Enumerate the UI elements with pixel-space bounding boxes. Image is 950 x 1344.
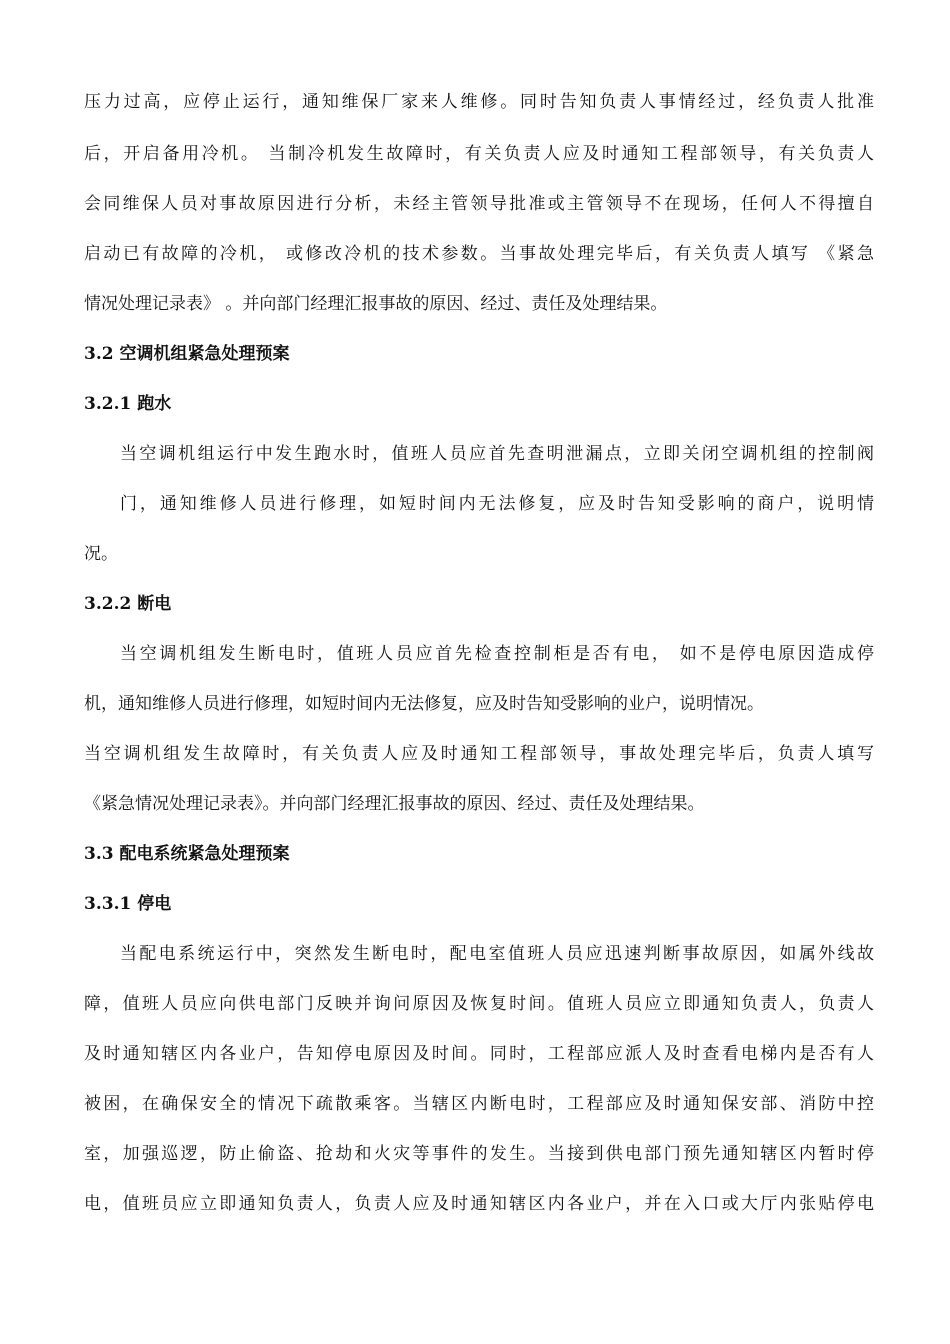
paragraph-line: 况。 <box>84 544 118 564</box>
paragraph-line: 被困，在确保安全的情况下疏散乘客。当辖区内断电时，工程部应及时通知保安部、消防中控 <box>84 1094 874 1114</box>
paragraph-line: 室，加强巡逻，防止偷盗、抢劫和火灾等事件的发生。当接到供电部门预先通知辖区内暂时停 <box>84 1144 874 1164</box>
paragraph-line: 当空调机组发生断电时，值班人员应首先检查控制柜是否有电， 如不是停电原因造成停 <box>120 644 874 664</box>
paragraph-line: 会同维保人员对事故原因进行分析，未经主管领导批准或主管领导不在现场，任何人不得擅自 <box>84 194 874 214</box>
paragraph-line: 当空调机组运行中发生跑水时，值班人员应首先查明泄漏点，立即关闭空调机组的控制阀 <box>120 444 874 464</box>
subsection-heading: 3.2.1 跑水 <box>84 394 172 414</box>
paragraph-line: 机，通知维修人员进行修理，如短时间内无法修复，应及时告知受影响的业户，说明情况。 <box>84 694 764 714</box>
section-heading: 3.3 配电系统紧急处理预案 <box>84 844 290 864</box>
paragraph-line: 障，值班人员应向供电部门反映并询问原因及恢复时间。值班人员应立即通知负责人，负责人 <box>84 994 874 1014</box>
paragraph-line: 当空调机组发生故障时，有关负责人应及时通知工程部领导，事故处理完毕后，负责人填写 <box>84 744 874 764</box>
section-heading: 3.2 空调机组紧急处理预案 <box>84 344 290 364</box>
paragraph-line: 电，值班员应立即通知负责人，负责人应及时通知辖区内各业户，并在入口或大厅内张贴停电 <box>84 1194 874 1214</box>
paragraph-line: 当配电系统运行中，突然发生断电时，配电室值班人员应迅速判断事故原因，如属外线故 <box>120 944 874 964</box>
paragraph-line: 《紧急情况处理记录表》。并向部门经理汇报事故的原因、经过、责任及处理结果。 <box>84 794 705 814</box>
subsection-heading: 3.2.2 断电 <box>84 594 172 614</box>
subsection-heading: 3.3.1 停电 <box>84 894 172 914</box>
paragraph-line: 后，开启备用冷机。 当制冷机发生故障时，有关负责人应及时通知工程部领导，有关负责人 <box>84 144 874 164</box>
paragraph-line: 压力过高，应停止运行，通知维保厂家来人维修。同时告知负责人事情经过，经负责人批准 <box>84 92 874 112</box>
paragraph-line: 及时通知辖区内各业户，告知停电原因及时间。同时，工程部应派人及时查看电梯内是否有人 <box>84 1044 874 1064</box>
paragraph-line: 情况处理记录表》 。并向部门经理汇报事故的原因、经过、责任及处理结果。 <box>84 294 668 314</box>
paragraph-line: 启动已有故障的冷机， 或修改冷机的技术参数。当事故处理完毕后，有关负责人填写 《紧急 <box>84 244 874 264</box>
paragraph-line: 门，通知维修人员进行修理，如短时间内无法修复，应及时告知受影响的商户，说明情 <box>120 494 874 514</box>
